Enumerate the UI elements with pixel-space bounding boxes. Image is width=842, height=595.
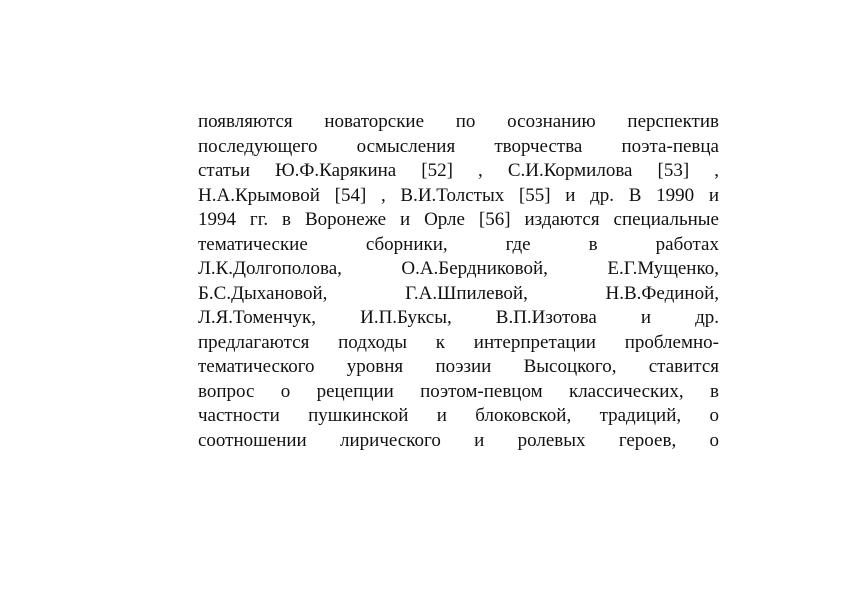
text-line: последующего осмысления творчества поэта-певца	[198, 135, 719, 157]
text-line: вопрос о рецепции поэтом-певцом классических, в	[198, 380, 719, 402]
text-line: предлагаются подходы к интерпретации проблемно-	[198, 331, 719, 353]
text-line: частности пушкинской и блоковской, традиций, о	[198, 405, 719, 426]
text-line: соотношении лирического и ролевых героев, о	[198, 429, 719, 451]
body-paragraph	[198, 110, 719, 453]
text-line: 1994 гг. в Воронеже и Орле [56] издаются специальные	[198, 209, 719, 230]
text-line: Л.К.Долгополова, О.А.Бердниковой, Е.Г.Мущенко,	[198, 258, 719, 279]
text-line: Л.Я.Томенчук, И.П.Буксы, В.П.Изотова и др.	[198, 307, 719, 328]
text-line: тематические сборники, где в работах	[198, 233, 719, 255]
text-line: Н.А.Крымовой [54] , В.И.Толстых [55] и др. В 1990 и	[198, 184, 719, 206]
text-line: статьи Ю.Ф.Карякина [52] , С.И.Кормилова [53] ,	[198, 160, 719, 181]
text-line: тематического уровня поэзии Высоцкого, ставится	[198, 356, 719, 377]
text-line: появляются новаторские по осознанию перспектив	[198, 111, 719, 132]
text-line: Б.С.Дыхановой, Г.А.Шпилевой, Н.В.Фединой,	[198, 282, 719, 304]
